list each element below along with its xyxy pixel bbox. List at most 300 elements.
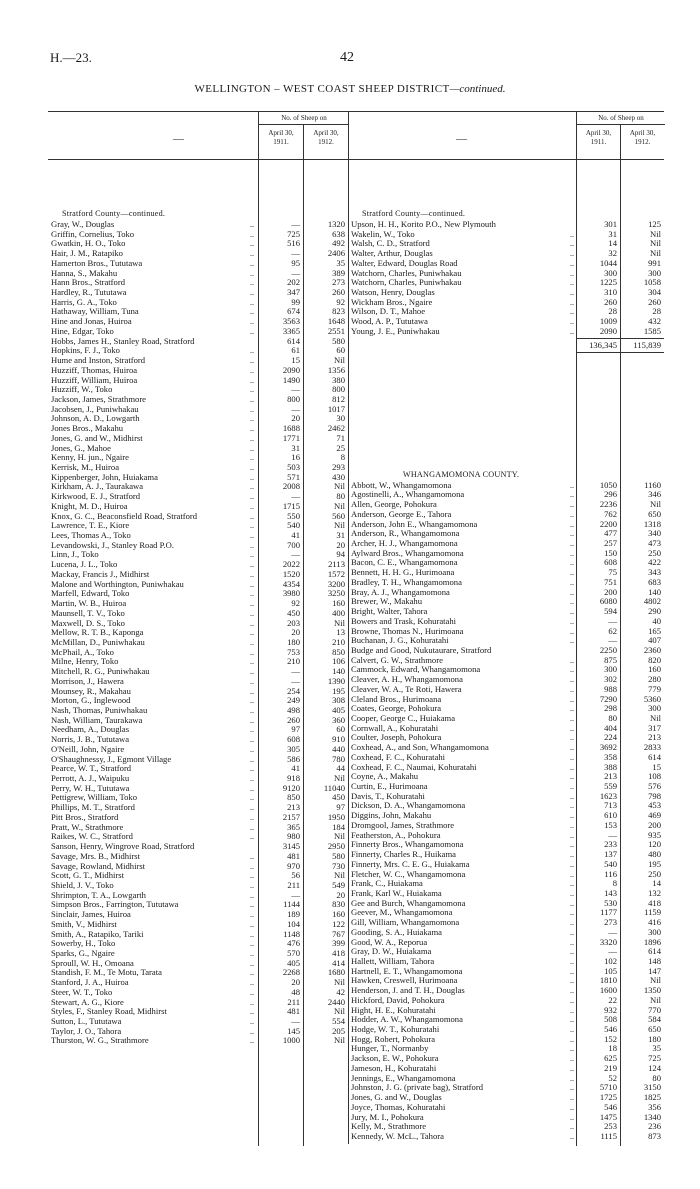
row-leader: .. <box>250 618 254 628</box>
row-count-1912: 492 <box>332 238 345 249</box>
row-count-1912: 140 <box>332 666 345 677</box>
row-leader: .. <box>570 898 574 908</box>
row-count-1911: — <box>291 889 300 900</box>
row-count-1912: 20 <box>336 539 345 550</box>
row-leader: .. <box>570 568 574 578</box>
row-count-1912: 293 <box>332 462 345 472</box>
row-count-1911: 4354 <box>282 578 300 589</box>
row-count-1912: 1320 <box>327 219 345 229</box>
row-count-1911: 3563 <box>282 316 300 327</box>
row-name: Jones, G. and W., Douglas <box>351 1093 442 1103</box>
row-count-1911: 476 <box>287 938 300 949</box>
row-leader: .. <box>250 443 254 453</box>
row-leader: .. <box>250 492 254 502</box>
left-header-group: No. of Sheep on <box>258 112 349 125</box>
row-count-1911: 1000 <box>282 1035 300 1046</box>
row-count-1911: 150 <box>604 547 617 558</box>
row-count-1912: Nil <box>650 238 661 249</box>
row-count-1912: 210 <box>332 636 345 647</box>
row-name: Kirkham, A. J., Taurakawa <box>51 482 144 492</box>
row-leader: .. <box>570 607 574 617</box>
row-leader: .. <box>250 676 254 686</box>
row-count-1912: 60 <box>336 724 345 735</box>
row-name: Pitt Bros., Stratford <box>51 812 119 822</box>
row-count-1911: 296 <box>604 489 617 500</box>
row-name: Hamerton Bros., Tututawa <box>51 258 143 268</box>
row-leader: .. <box>570 986 574 996</box>
row-count-1911: 257 <box>604 538 617 549</box>
row-name: Finnerty, Mrs. C. E. G., Huiakama <box>351 859 470 869</box>
total-row <box>348 341 664 351</box>
row-leader: .. <box>570 869 574 879</box>
row-leader: .. <box>250 608 254 618</box>
row-leader: .. <box>250 501 254 511</box>
row-leader: .. <box>250 482 254 492</box>
row-count-1912: Nil <box>334 870 345 881</box>
row-leader: .. <box>570 918 574 928</box>
row-leader: .. <box>570 704 574 714</box>
row-count-1911: 80 <box>608 713 617 723</box>
row-count-1912: 30 <box>336 413 345 424</box>
row-count-1911: 751 <box>604 576 617 587</box>
row-count-1912: 469 <box>648 810 661 821</box>
row-leader: .. <box>570 888 574 898</box>
row-leader: .. <box>250 851 254 861</box>
row-leader: .. <box>570 258 574 268</box>
row-count-1911: 3145 <box>282 841 300 852</box>
row-count-1911: 75 <box>608 567 617 578</box>
row-leader: .. <box>570 850 574 860</box>
row-leader: .. <box>570 811 574 821</box>
row-count-1912: 120 <box>648 839 661 850</box>
row-count-1912: Nil <box>650 994 661 1005</box>
row-name: Cammock, Edward, Whangamomona <box>351 665 481 675</box>
row-name: Jacobsen, J., Puniwhakau <box>51 404 139 414</box>
row-count-1911: 3320 <box>599 936 617 947</box>
row-count-1912: 1017 <box>327 403 345 414</box>
row-count-1912: 260 <box>332 287 345 298</box>
row-count-1912: 580 <box>332 335 345 346</box>
row-count-1912: Nil <box>334 773 345 784</box>
row-name: Coates, George, Pohokura <box>351 704 442 714</box>
row-count-1912: Nil <box>650 228 661 239</box>
left-section-heading: Stratford County—continued. <box>62 209 166 218</box>
row-count-1912: 14 <box>652 878 661 889</box>
row-count-1912: Nil <box>650 499 661 510</box>
row-name: Perrott, A. J., Waipuku <box>51 774 130 784</box>
row-count-1912: 1585 <box>643 325 661 336</box>
row-name: Bowers and Trask, Kohuratahi <box>351 616 457 626</box>
row-count-1912: 823 <box>332 306 345 317</box>
row-name: Harris, G. A., Toko <box>51 297 117 307</box>
row-count-1912: 60 <box>336 345 345 356</box>
row-leader: .. <box>250 433 254 443</box>
row-name: Hawken, Creswell, Hurimoana <box>351 976 458 986</box>
row-count-1912: 1390 <box>327 675 345 686</box>
row-count-1912: 160 <box>332 909 345 920</box>
row-count-1911: 614 <box>287 335 300 346</box>
row-leader: .. <box>250 560 254 570</box>
row-count-1911: 153 <box>604 819 617 830</box>
row-count-1912: 910 <box>332 734 345 745</box>
row-count-1911: 301 <box>604 219 617 229</box>
row-leader: .. <box>570 801 574 811</box>
row-count-1912: 80 <box>336 491 345 502</box>
row-leader: .. <box>570 1093 574 1103</box>
row-count-1912: 450 <box>332 792 345 803</box>
row-name: Curtin, E., Hurimoana <box>351 782 428 792</box>
row-name: Watchorn, Charles, Puniwhakau <box>351 278 462 288</box>
row-count-1912: 108 <box>648 771 661 782</box>
row-name: Finnerty, Charles R., Huikama <box>351 850 456 860</box>
row-leader: .. <box>570 229 574 239</box>
row-leader: .. <box>570 733 574 743</box>
row-leader: .. <box>570 840 574 850</box>
row-name: Jameson, H., Kohuratahi <box>351 1063 437 1073</box>
row-name: Huzziff, William, Huiroa <box>51 375 138 385</box>
row-name: Kennedy, W. McL., Tahora <box>351 1131 444 1141</box>
row-count-1911: 1009 <box>599 316 617 327</box>
row-leader: .. <box>250 356 254 366</box>
row-leader: .. <box>570 830 574 840</box>
row-count-1912: 1340 <box>643 1111 661 1122</box>
row-name: Sparks, G., Ngaire <box>51 949 115 958</box>
row-leader: .. <box>250 1007 254 1017</box>
row-leader: .. <box>250 880 254 890</box>
row-count-1911: 540 <box>604 858 617 869</box>
row-count-1912: 2440 <box>327 996 345 1007</box>
row-count-1912: 2462 <box>327 423 345 434</box>
row-name: Sinclair, James, Huiroa <box>51 910 131 920</box>
row-name: Diggins, John, Makahu <box>351 811 432 821</box>
right-header-col1: April 30, 1911. <box>576 125 620 159</box>
row-name: Knight, M. D., Huiroa <box>51 501 128 511</box>
row-count-1912: 106 <box>332 656 345 667</box>
row-count-1912: 614 <box>648 751 661 762</box>
row-count-1911: 211 <box>287 996 300 1007</box>
row-leader: .. <box>250 774 254 784</box>
row-count-1911: 224 <box>604 732 617 743</box>
row-leader: .. <box>250 958 254 968</box>
row-count-1912: 935 <box>648 829 661 840</box>
row-count-1912: 160 <box>648 664 661 675</box>
row-leader: .. <box>570 684 574 694</box>
row-count-1912: 780 <box>332 753 345 764</box>
row-name: Abbott, W., Whangamomona <box>351 480 452 490</box>
row-leader: .. <box>250 725 254 735</box>
row-count-1911: 586 <box>287 753 300 764</box>
column-rule <box>620 160 621 1146</box>
row-leader: .. <box>250 1036 254 1046</box>
row-leader: .. <box>570 1073 574 1083</box>
row-leader: .. <box>570 539 574 549</box>
row-count-1912: 683 <box>648 576 661 587</box>
row-leader: .. <box>250 696 254 706</box>
row-leader: .. <box>570 762 574 772</box>
row-count-1911: 16 <box>291 452 300 463</box>
row-count-1912: Nil <box>334 831 345 842</box>
row-count-1911: 700 <box>287 539 300 550</box>
row-count-1911: — <box>291 267 300 278</box>
row-name: Kirkwood, E. J., Stratford <box>51 492 141 502</box>
row-name: Bacon, C. E., Whangamomona <box>351 558 458 568</box>
row-name: Hobbs, James H., Stanley Road, Stratford <box>51 336 195 346</box>
row-count-1912: 798 <box>648 790 661 801</box>
row-name: Gray, D. W., Huiakama <box>351 947 432 957</box>
row-leader: .. <box>570 1063 574 1073</box>
row-count-1912: Nil <box>334 617 345 628</box>
row-count-1911: 608 <box>287 734 300 745</box>
row-count-1912: 4802 <box>643 596 661 607</box>
row-count-1911: 260 <box>604 296 617 307</box>
row-count-1912: 1356 <box>327 364 345 375</box>
row-name: Buchanan, J. G., Kohuratahi <box>351 636 449 646</box>
row-leader: .. <box>570 694 574 704</box>
row-count-1911: 105 <box>604 965 617 976</box>
row-count-1911: 6080 <box>599 596 617 607</box>
row-name: O'Shaughnessy, J., Egmont Village <box>51 754 172 764</box>
row-leader: .. <box>250 521 254 531</box>
row-count-1912: 430 <box>332 471 345 482</box>
row-leader: .. <box>570 626 574 636</box>
row-count-1911: 18 <box>608 1043 617 1054</box>
row-count-1911: 14 <box>608 238 617 249</box>
row-count-1912: 195 <box>332 685 345 696</box>
row-leader: .. <box>570 995 574 1005</box>
row-name: Sanson, Henry, Wingrove Road, Stratford <box>51 842 195 852</box>
row-name: Allen, George, Pohokura <box>351 500 437 510</box>
row-count-1911: 99 <box>291 296 300 307</box>
row-name: Cleaver, W. A., Te Roti, Hawera <box>351 684 462 694</box>
row-leader: .. <box>250 404 254 414</box>
row-count-1912: 576 <box>648 781 661 792</box>
row-name: Styles, F., Stanley Road, Midhirst <box>51 1007 167 1017</box>
table-row <box>348 327 664 337</box>
row-count-1912: 432 <box>648 316 661 327</box>
row-count-1912: 770 <box>648 1004 661 1015</box>
row-count-1911: 136,345 <box>589 339 617 350</box>
row-count-1911: 358 <box>604 751 617 762</box>
row-name: Hine and Jonas, Huiroa <box>51 317 132 327</box>
row-count-1912: 122 <box>332 918 345 929</box>
left-column-block <box>48 111 349 1144</box>
row-count-1911: 2250 <box>599 644 617 655</box>
row-count-1912: 94 <box>336 549 345 560</box>
row-name: Archer, H. J., Whangamomona <box>351 539 458 549</box>
row-count-1912: 560 <box>332 510 345 521</box>
row-count-1911: 145 <box>287 1025 300 1036</box>
row-leader: .. <box>250 793 254 803</box>
row-leader: .. <box>570 782 574 792</box>
row-count-1911: 62 <box>608 625 617 636</box>
row-count-1912: 280 <box>648 674 661 685</box>
row-name: Jury, M. I., Pohokura <box>351 1112 424 1122</box>
row-name: Cornwall, A., Kohuratahi <box>351 723 439 733</box>
row-count-1912: 92 <box>336 296 345 307</box>
row-name: Mitchell, R. G., Puniwhakau <box>51 667 150 677</box>
row-name: Featherston, A., Pohokura <box>351 830 441 840</box>
row-count-1911: 1810 <box>599 975 617 986</box>
row-leader: .. <box>250 754 254 764</box>
row-count-1911: — <box>291 403 300 414</box>
row-count-1911: 1475 <box>599 1111 617 1122</box>
row-count-1912: 873 <box>648 1130 661 1141</box>
row-name: Standish, F. M., Te Motu, Tarata <box>51 968 162 978</box>
row-name: McMillan, D., Puniwhakau <box>51 637 145 647</box>
row-name: Finnerty Bros., Whangamomona <box>351 840 464 850</box>
row-name: Upson, H. H., Korito P.O., New Plymouth <box>351 220 496 229</box>
row-count-1912: 165 <box>648 625 661 636</box>
row-leader: .. <box>570 587 574 597</box>
row-count-1912: 2950 <box>327 841 345 852</box>
row-leader: .. <box>250 929 254 939</box>
row-name: Hardley, R., Tututawa <box>51 288 127 298</box>
row-count-1912: Nil <box>334 481 345 492</box>
row-count-1911: 211 <box>287 879 300 890</box>
row-count-1911: 32 <box>608 248 617 259</box>
row-name: Huzziff, Thomas, Huiroa <box>51 365 138 375</box>
row-count-1912: 148 <box>648 956 661 966</box>
row-count-1911: 3980 <box>282 588 300 599</box>
row-leader: .. <box>250 288 254 298</box>
row-count-1911: 22 <box>608 994 617 1005</box>
row-count-1912: 549 <box>332 879 345 890</box>
row-count-1911: — <box>608 926 617 937</box>
row-count-1911: 1050 <box>599 479 617 490</box>
row-name: Geever, M., Whangamomona <box>351 908 453 918</box>
row-count-1911: 477 <box>604 528 617 539</box>
row-count-1911: 608 <box>604 557 617 568</box>
row-count-1911: 20 <box>291 977 300 988</box>
row-count-1911: 2157 <box>282 811 300 822</box>
row-name: Marfell, Edward, Toko <box>51 589 130 599</box>
row-name: Johnson, A. D., Lowgarth <box>51 414 140 424</box>
row-name: Nash, Thomas, Puniwhakau <box>51 706 148 715</box>
row-count-1912: 260 <box>648 296 661 307</box>
row-count-1912: 308 <box>332 695 345 706</box>
row-count-1911: — <box>291 549 300 560</box>
row-name: Phillips, M. T., Stratford <box>51 803 135 813</box>
row-leader: .. <box>250 220 254 229</box>
row-leader: .. <box>570 249 574 259</box>
page-number: 42 <box>340 50 354 65</box>
row-leader: .. <box>570 665 574 675</box>
row-name: Aylward Bros., Whangamomona <box>351 548 464 558</box>
row-count-1911: 48 <box>291 986 300 997</box>
row-name: Stewart, A. G., Kiore <box>51 997 124 1007</box>
row-leader: .. <box>250 637 254 647</box>
row-count-1912: 28 <box>652 306 661 317</box>
row-count-1912: 650 <box>648 508 661 519</box>
row-count-1911: 932 <box>604 1004 617 1015</box>
row-count-1912: 1680 <box>327 967 345 978</box>
row-leader: .. <box>250 686 254 696</box>
row-name: Hickford, David, Pohokura <box>351 995 445 1005</box>
row-name: Mellow, R. T. B., Kaponga <box>51 628 144 638</box>
row-count-1911: 20 <box>291 627 300 638</box>
row-count-1911: 210 <box>287 656 300 667</box>
row-name: Shield, J. V., Toko <box>51 880 114 890</box>
row-name: Gooding, S. A., Huiakama <box>351 927 442 937</box>
row-count-1911: 143 <box>604 887 617 898</box>
row-name: Hine, Edgar, Toko <box>51 326 114 336</box>
row-count-1911: 7290 <box>599 693 617 704</box>
row-count-1911: 405 <box>287 957 300 968</box>
row-count-1911: 540 <box>287 520 300 531</box>
row-name: Hume and Inston, Stratford <box>51 356 146 366</box>
row-name: Maxwell, D. S., Toko <box>51 618 125 628</box>
row-count-1911: 481 <box>287 850 300 861</box>
row-name: Kelly, M., Strathmore <box>351 1122 427 1132</box>
row-name: Kerrisk, M., Huiroa <box>51 463 120 472</box>
row-leader: .. <box>250 910 254 920</box>
row-count-1912: 44 <box>336 763 345 774</box>
row-leader: .. <box>250 375 254 385</box>
row-count-1912: 346 <box>648 489 661 500</box>
row-count-1911: 570 <box>287 948 300 958</box>
row-leader: .. <box>250 1017 254 1027</box>
row-name: Jones, G., Mahoe <box>51 443 111 453</box>
row-count-1911: 2022 <box>282 559 300 570</box>
row-count-1911: 2090 <box>282 364 300 375</box>
row-count-1912: Nil <box>334 1035 345 1046</box>
row-count-1912: 213 <box>648 732 661 743</box>
row-leader: .. <box>570 577 574 587</box>
row-name: Agostinelli, A., Whangamomona <box>351 490 465 500</box>
row-count-1911: 404 <box>604 722 617 733</box>
left-table-header <box>48 111 348 160</box>
row-leader: .. <box>570 1034 574 1044</box>
row-leader: .. <box>250 1026 254 1036</box>
row-leader: .. <box>570 1131 574 1141</box>
row-name: Kippenberger, John, Huiakama <box>51 472 158 482</box>
row-count-1912: 1648 <box>327 316 345 327</box>
row-leader: .. <box>250 997 254 1007</box>
row-count-1912: 407 <box>648 635 661 646</box>
row-count-1911: 310 <box>604 287 617 298</box>
row-name: Henderson, J. and T. H., Douglas <box>351 986 465 996</box>
row-name: Taylor, J. O., Tahora <box>51 1026 122 1036</box>
row-leader: .. <box>250 647 254 657</box>
row-count-1912: 125 <box>648 219 661 229</box>
row-leader: .. <box>250 453 254 463</box>
row-leader: .. <box>570 616 574 626</box>
row-leader: .. <box>570 529 574 539</box>
row-leader: .. <box>250 268 254 278</box>
row-count-1911: 546 <box>604 1024 617 1035</box>
row-name: Coxhead, F. C., Kohuratahi <box>351 752 446 762</box>
row-leader: .. <box>570 1005 574 1015</box>
row-count-1911: 980 <box>287 831 300 842</box>
row-count-1912: 725 <box>648 1053 661 1064</box>
row-count-1911: 1600 <box>599 985 617 996</box>
row-count-1912: 71 <box>336 432 345 443</box>
row-name: Jackson, James, Strathmore <box>51 394 146 404</box>
row-name: Knox, G. C., Beaconsfield Road, Stratford <box>51 511 198 521</box>
row-leader: .. <box>250 822 254 832</box>
row-count-1912: 453 <box>648 800 661 811</box>
row-leader: .. <box>250 599 254 609</box>
row-count-1911: 61 <box>291 345 300 356</box>
row-leader: .. <box>250 939 254 949</box>
row-count-1911: 2090 <box>599 325 617 336</box>
row-count-1912: 380 <box>332 374 345 385</box>
row-name: Sutton, L., Tututawa <box>51 1017 122 1027</box>
row-count-1912: 300 <box>648 926 661 937</box>
row-leader: .. <box>570 288 574 298</box>
row-name: Hunger, T., Normanby <box>351 1044 429 1054</box>
row-leader: .. <box>570 1025 574 1035</box>
